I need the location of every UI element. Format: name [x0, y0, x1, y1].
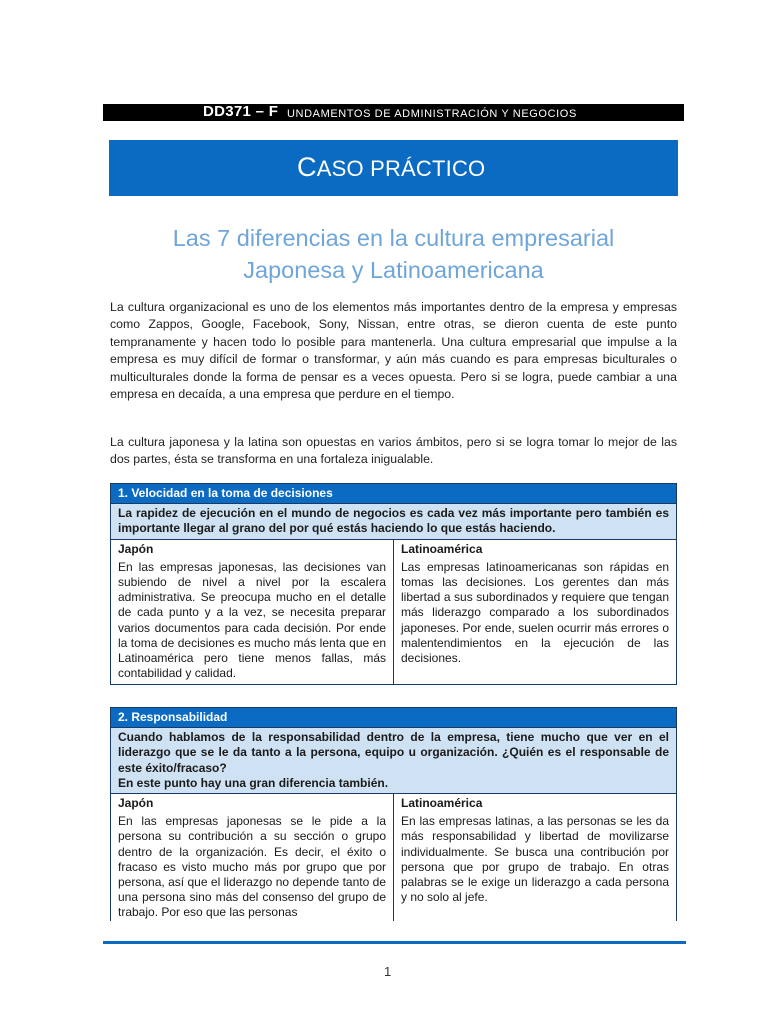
latam-column — [394, 539, 677, 685]
document-title-line1: Las 7 diferencias en la cultura empresarial — [172, 225, 615, 251]
latam-column-text: Las empresas latinoamericanas son rápidas en tomas las decisiones. Los gerentes dan más libertad a sus subordinados y requiere que tengan más liderazgo comparado a los subordinados japoneses. Por ende, suelen ocurrir más errores o malentendimientos en la ejecución de las decisiones. — [401, 559, 669, 666]
latam-column-title: Latinoamérica — [401, 541, 483, 556]
section-intro — [111, 728, 677, 794]
japan-column-text: En las empresas japonesas se le pide a la persona su contribución a su sección o grupo dentro de la organización. Es decir, el éxito o fracaso es visto mucho más por grupo que por persona, así que el liderazgo no depende tanto de una persona sino más del consenso del grupo de trabajo. Por eso que las personas — [118, 814, 386, 920]
comparison-table-responsabilidad-clip — [108, 705, 680, 921]
case-banner-title — [297, 152, 485, 183]
case-banner — [109, 140, 678, 196]
section-heading: 2. Responsabilidad — [111, 708, 677, 728]
intro-paragraph-1: La cultura organizacional es uno de los elementos más importantes dentro de la empresa y empresas como Zappos, Google, Facebook, Sony, Nissan, entre otras, se dieron cuenta de este punto tempranamente y hacen todo lo posible para mantenerla. Una cultura empresarial que impulse a la empresa es muy difícil de formar o transformar, y aún más cuando es para empresas biculturales o multiculturales donde la forma de pensar es a veces opuesta. Pero si se logra, puede cambiar a una empresa en decaída, a una empresa que perdure en el tiempo. — [110, 300, 677, 402]
latam-column-text: En las empresas latinas, a las personas se les da más responsabilidad y libertad de movilizarse individualmente. Se busca una contribución por persona que por grupo de trabajo. En otras palabras se le exige un liderazgo a cada persona y no solo al jefe. — [401, 814, 669, 905]
course-header-bar — [103, 104, 684, 121]
page-number: 1 — [384, 964, 392, 979]
course-code: DD371 – F — [203, 103, 279, 120]
case-banner-rest: ASO PRÁCTICO — [316, 156, 486, 181]
document-title-line2: Japonesa y Latinoamericana — [243, 257, 544, 283]
section-intro: La rapidez de ejecución en el mundo de negocios es cada vez más importante pero también es importante llegar al grano del por qué estás haciendo lo que estás haciendo. — [111, 504, 677, 539]
section-heading: 1. Velocidad en la toma de decisiones — [111, 484, 677, 504]
case-banner-initial: C — [297, 152, 317, 182]
course-subject: UNDAMENTOS DE ADMINISTRACIÓN Y NEGOCIOS — [287, 108, 577, 120]
comparison-table-velocidad — [110, 483, 677, 685]
latam-column — [394, 794, 677, 921]
footer-divider — [103, 941, 686, 944]
japan-column-title: Japón — [118, 796, 154, 811]
japan-column-text: En las empresas japonesas, las decisiones van subiendo de nivel a nivel por la escalera administrativa. Se preocupa mucho en el detalle de cada punto y a la vez, se necesita preparar varios documentos para cada decisión. Por ende la toma de decisiones es mucho más lenta que en Latinoamérica pero tiene menos fallas, más contabilidad y calidad. — [118, 559, 386, 681]
japan-column — [111, 539, 394, 685]
latam-column-title: Latinoamérica — [401, 796, 483, 811]
document-title — [109, 222, 678, 286]
japan-column-title: Japón — [118, 541, 154, 556]
intro-paragraph-2: La cultura japonesa y la latina son opuestas en varios ámbitos, pero si se logra tomar lo mejor de las dos partes, ésta se transforma en una fortaleza inigualable. — [110, 435, 677, 467]
japan-column — [111, 794, 394, 921]
section-intro-text: Cuando hablamos de la responsabilidad dentro de la empresa, tiene mucho que ver en el liderazgo que se le da tanto a la persona, equipo u organización. ¿Quién es el responsable de este éxito/fracaso? — [118, 730, 669, 775]
comparison-table-responsabilidad — [110, 707, 677, 921]
section-intro-text-2: En este punto hay una gran diferencia también. — [118, 775, 389, 790]
